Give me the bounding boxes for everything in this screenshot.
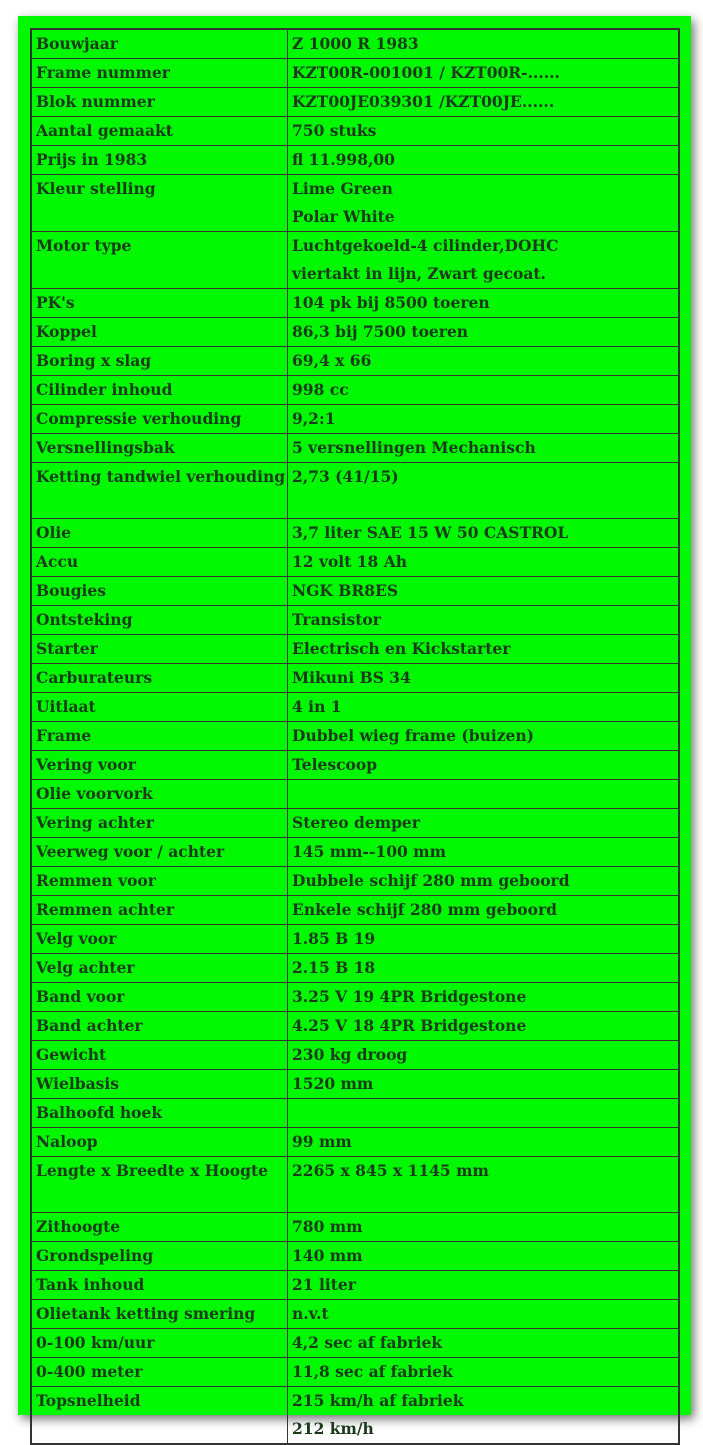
spec-row: [31, 318, 679, 347]
spec-value: [288, 751, 680, 780]
spec-row: [31, 1070, 679, 1099]
spec-label: Balhoofd hoek: [31, 1099, 288, 1128]
spec-label: Kleur stelling: [31, 175, 288, 232]
spec-value: [288, 88, 680, 117]
spec-row: [31, 983, 679, 1012]
spec-value: [288, 1242, 680, 1271]
spec-row: [31, 289, 679, 318]
spec-value: [288, 376, 680, 405]
spec-row: [31, 519, 679, 548]
spec-row: [31, 1271, 679, 1300]
spec-label: Carburateurs: [31, 664, 288, 693]
spec-row: [31, 1157, 679, 1213]
spec-value-line: 12 volt 18 Ah: [292, 552, 408, 571]
spec-label: Motor type: [31, 232, 288, 289]
spec-row: [31, 1300, 679, 1329]
spec-value-line: 9,2:1: [292, 409, 336, 428]
spec-label: Prijs in 1983: [31, 146, 288, 175]
spec-value: [288, 664, 680, 693]
spec-value-line: 21 liter: [292, 1275, 356, 1294]
spec-label: Remmen voor: [31, 867, 288, 896]
spec-row: [31, 780, 679, 809]
spec-value: [288, 347, 680, 376]
spec-value-line: 4.25 V 18 4PR Bridgestone: [292, 1016, 527, 1035]
spec-value: [288, 867, 680, 896]
spec-value: [288, 289, 680, 318]
spec-row: [31, 1128, 679, 1157]
spec-value-line: Stereo demper: [292, 813, 420, 832]
spec-value: [288, 809, 680, 838]
spec-value-line: Z 1000 R 1983: [292, 34, 419, 53]
spec-label: Blok nummer: [31, 88, 288, 117]
spec-value: [288, 1213, 680, 1242]
spec-value: [288, 838, 680, 867]
spec-label: Band voor: [31, 983, 288, 1012]
spec-row: [31, 88, 679, 117]
spec-value: [288, 1128, 680, 1157]
spec-label: Frame: [31, 722, 288, 751]
spec-value: [288, 577, 680, 606]
spec-label: Lengte x Breedte x Hoogte: [31, 1157, 288, 1213]
spec-value-line: 5 versnellingen Mechanisch: [292, 438, 536, 457]
spec-value-line: Dubbele schijf 280 mm geboord: [292, 871, 570, 890]
spec-value-line: 230 kg droog: [292, 1045, 408, 1064]
spec-value: [288, 232, 680, 289]
spec-value-line: 1520 mm: [292, 1074, 374, 1093]
spec-row: [31, 751, 679, 780]
spec-value-line: 69,4 x 66: [292, 351, 372, 370]
spec-sheet-frame: [18, 16, 691, 1438]
spec-value-line: 140 mm: [292, 1246, 363, 1265]
spec-value-line: KZT00R-001001 / KZT00R-......: [292, 63, 560, 82]
spec-value-line: fl 11.998,00: [292, 150, 395, 169]
spec-row: [31, 606, 679, 635]
spec-label: Olie: [31, 519, 288, 548]
spec-label: Gewicht: [31, 1041, 288, 1070]
spec-label: Frame nummer: [31, 59, 288, 88]
spec-row: [31, 59, 679, 88]
spec-value: [288, 954, 680, 983]
spec-value-line: Lime Green: [292, 179, 393, 198]
spec-label: Wielbasis: [31, 1070, 288, 1099]
spec-value: [288, 434, 680, 463]
spec-row: [31, 376, 679, 405]
spec-value-line: 11,8 sec af fabriek: [292, 1362, 453, 1381]
spec-label: Cilinder inhoud: [31, 376, 288, 405]
spec-value: [288, 1012, 680, 1041]
spec-label: Topsnelheid: [31, 1387, 288, 1445]
spec-label: Naloop: [31, 1128, 288, 1157]
spec-value: [288, 983, 680, 1012]
spec-label: Ketting tandwiel verhouding: [31, 463, 288, 519]
spec-row: [31, 463, 679, 519]
spec-value: [288, 780, 680, 809]
spec-value: [288, 548, 680, 577]
spec-label: Boring x slag: [31, 347, 288, 376]
spec-value-line: [292, 1099, 678, 1127]
spec-label: Grondspeling: [31, 1242, 288, 1271]
spec-row: [31, 867, 679, 896]
spec-value-line: [292, 780, 678, 808]
spec-row: [31, 1329, 679, 1358]
spec-row: [31, 1242, 679, 1271]
spec-value: [288, 175, 680, 232]
spec-value: [288, 693, 680, 722]
spec-value: [288, 722, 680, 751]
spec-value-line: Mikuni BS 34: [292, 668, 411, 687]
spec-row: [31, 117, 679, 146]
spec-row: [31, 1012, 679, 1041]
spec-row: [31, 954, 679, 983]
spec-label: Aantal gemaakt: [31, 117, 288, 146]
spec-table: [30, 28, 680, 1445]
spec-row: [31, 896, 679, 925]
spec-label: Remmen achter: [31, 896, 288, 925]
spec-label: Tank inhoud: [31, 1271, 288, 1300]
spec-value-line: 2,73 (41/15): [292, 467, 399, 486]
spec-value: [288, 463, 680, 519]
spec-value-line: viertakt in lijn, Zwart gecoat.: [292, 264, 546, 283]
spec-row: [31, 1041, 679, 1070]
spec-label: Accu: [31, 548, 288, 577]
spec-value-line: 2.15 B 18: [292, 958, 376, 977]
spec-value: [288, 1387, 680, 1445]
spec-value-line: 4,2 sec af fabriek: [292, 1333, 443, 1352]
spec-value-line: NGK BR8ES: [292, 581, 399, 600]
spec-value: [288, 635, 680, 664]
spec-label: Velg achter: [31, 954, 288, 983]
spec-label: Bouwjaar: [31, 29, 288, 59]
spec-value-line: Transistor: [292, 610, 381, 629]
spec-value: [288, 117, 680, 146]
spec-value-line: 780 mm: [292, 1217, 363, 1236]
spec-value: [288, 1070, 680, 1099]
spec-value-line: 750 stuks: [292, 121, 377, 140]
spec-row: [31, 577, 679, 606]
spec-label: Veerweg voor / achter: [31, 838, 288, 867]
spec-value-line: n.v.t: [292, 1304, 329, 1323]
spec-label: Starter: [31, 635, 288, 664]
spec-row: [31, 1358, 679, 1387]
spec-label: 0-100 km/uur: [31, 1329, 288, 1358]
spec-row: [31, 635, 679, 664]
spec-label: Velg voor: [31, 925, 288, 954]
spec-value-line: 3.25 V 19 4PR Bridgestone: [292, 987, 527, 1006]
spec-value: [288, 1358, 680, 1387]
spec-value-line: 212 km/h: [292, 1419, 374, 1438]
spec-value-line: Enkele schijf 280 mm geboord: [292, 900, 557, 919]
spec-row: [31, 232, 679, 289]
spec-label: Ontsteking: [31, 606, 288, 635]
spec-value: [288, 925, 680, 954]
spec-value-line: 215 km/h af fabriek: [292, 1391, 464, 1410]
spec-value-line: 1.85 B 19: [292, 929, 376, 948]
spec-row: [31, 347, 679, 376]
spec-value: [288, 1099, 680, 1128]
spec-row: [31, 548, 679, 577]
spec-value-line: 145 mm--100 mm: [292, 842, 446, 861]
spec-value-line: 99 mm: [292, 1132, 352, 1151]
spec-value-line: 2265 x 845 x 1145 mm: [292, 1161, 489, 1180]
spec-row: [31, 175, 679, 232]
spec-value-line: Electrisch en Kickstarter: [292, 639, 511, 658]
spec-value-line: Telescoop: [292, 755, 378, 774]
spec-value-line: Luchtgekoeld-4 cilinder,DOHC: [292, 236, 559, 255]
spec-row: [31, 146, 679, 175]
spec-value: [288, 29, 680, 59]
spec-value: [288, 1300, 680, 1329]
spec-label: Zithoogte: [31, 1213, 288, 1242]
spec-label: Vering achter: [31, 809, 288, 838]
spec-value: [288, 405, 680, 434]
spec-row: [31, 1099, 679, 1128]
spec-row: [31, 838, 679, 867]
spec-value-line: Polar White: [292, 207, 395, 226]
spec-row: [31, 693, 679, 722]
spec-row: [31, 809, 679, 838]
spec-value: [288, 519, 680, 548]
spec-label: Olietank ketting smering: [31, 1300, 288, 1329]
spec-value: [288, 896, 680, 925]
spec-value: [288, 59, 680, 88]
spec-value: [288, 318, 680, 347]
spec-label: Band achter: [31, 1012, 288, 1041]
spec-label: Uitlaat: [31, 693, 288, 722]
spec-row: [31, 1387, 679, 1445]
spec-value-line: 998 cc: [292, 380, 349, 399]
spec-label: Compressie verhouding: [31, 405, 288, 434]
spec-value: [288, 1271, 680, 1300]
spec-value: [288, 1041, 680, 1070]
spec-value: [288, 1157, 680, 1213]
spec-row: [31, 925, 679, 954]
spec-row: [31, 29, 679, 59]
spec-label: Bougies: [31, 577, 288, 606]
spec-row: [31, 405, 679, 434]
spec-value: [288, 606, 680, 635]
spec-label: PK's: [31, 289, 288, 318]
spec-value-line: KZT00JE039301 /KZT00JE......: [292, 92, 555, 111]
spec-label: Vering voor: [31, 751, 288, 780]
spec-table-body: [31, 29, 679, 1444]
spec-value-line: 3,7 liter SAE 15 W 50 CASTROL: [292, 523, 569, 542]
spec-value-line: 86,3 bij 7500 toeren: [292, 322, 469, 341]
spec-row: [31, 434, 679, 463]
spec-value-line: Dubbel wieg frame (buizen): [292, 726, 534, 745]
spec-value-line: 104 pk bij 8500 toeren: [292, 293, 490, 312]
spec-row: [31, 1213, 679, 1242]
spec-label: Versnellingsbak: [31, 434, 288, 463]
spec-value: [288, 146, 680, 175]
spec-label: 0-400 meter: [31, 1358, 288, 1387]
spec-row: [31, 722, 679, 751]
spec-label: Koppel: [31, 318, 288, 347]
spec-value-line: 4 in 1: [292, 697, 342, 716]
spec-value: [288, 1329, 680, 1358]
spec-row: [31, 664, 679, 693]
spec-label: Olie voorvork: [31, 780, 288, 809]
